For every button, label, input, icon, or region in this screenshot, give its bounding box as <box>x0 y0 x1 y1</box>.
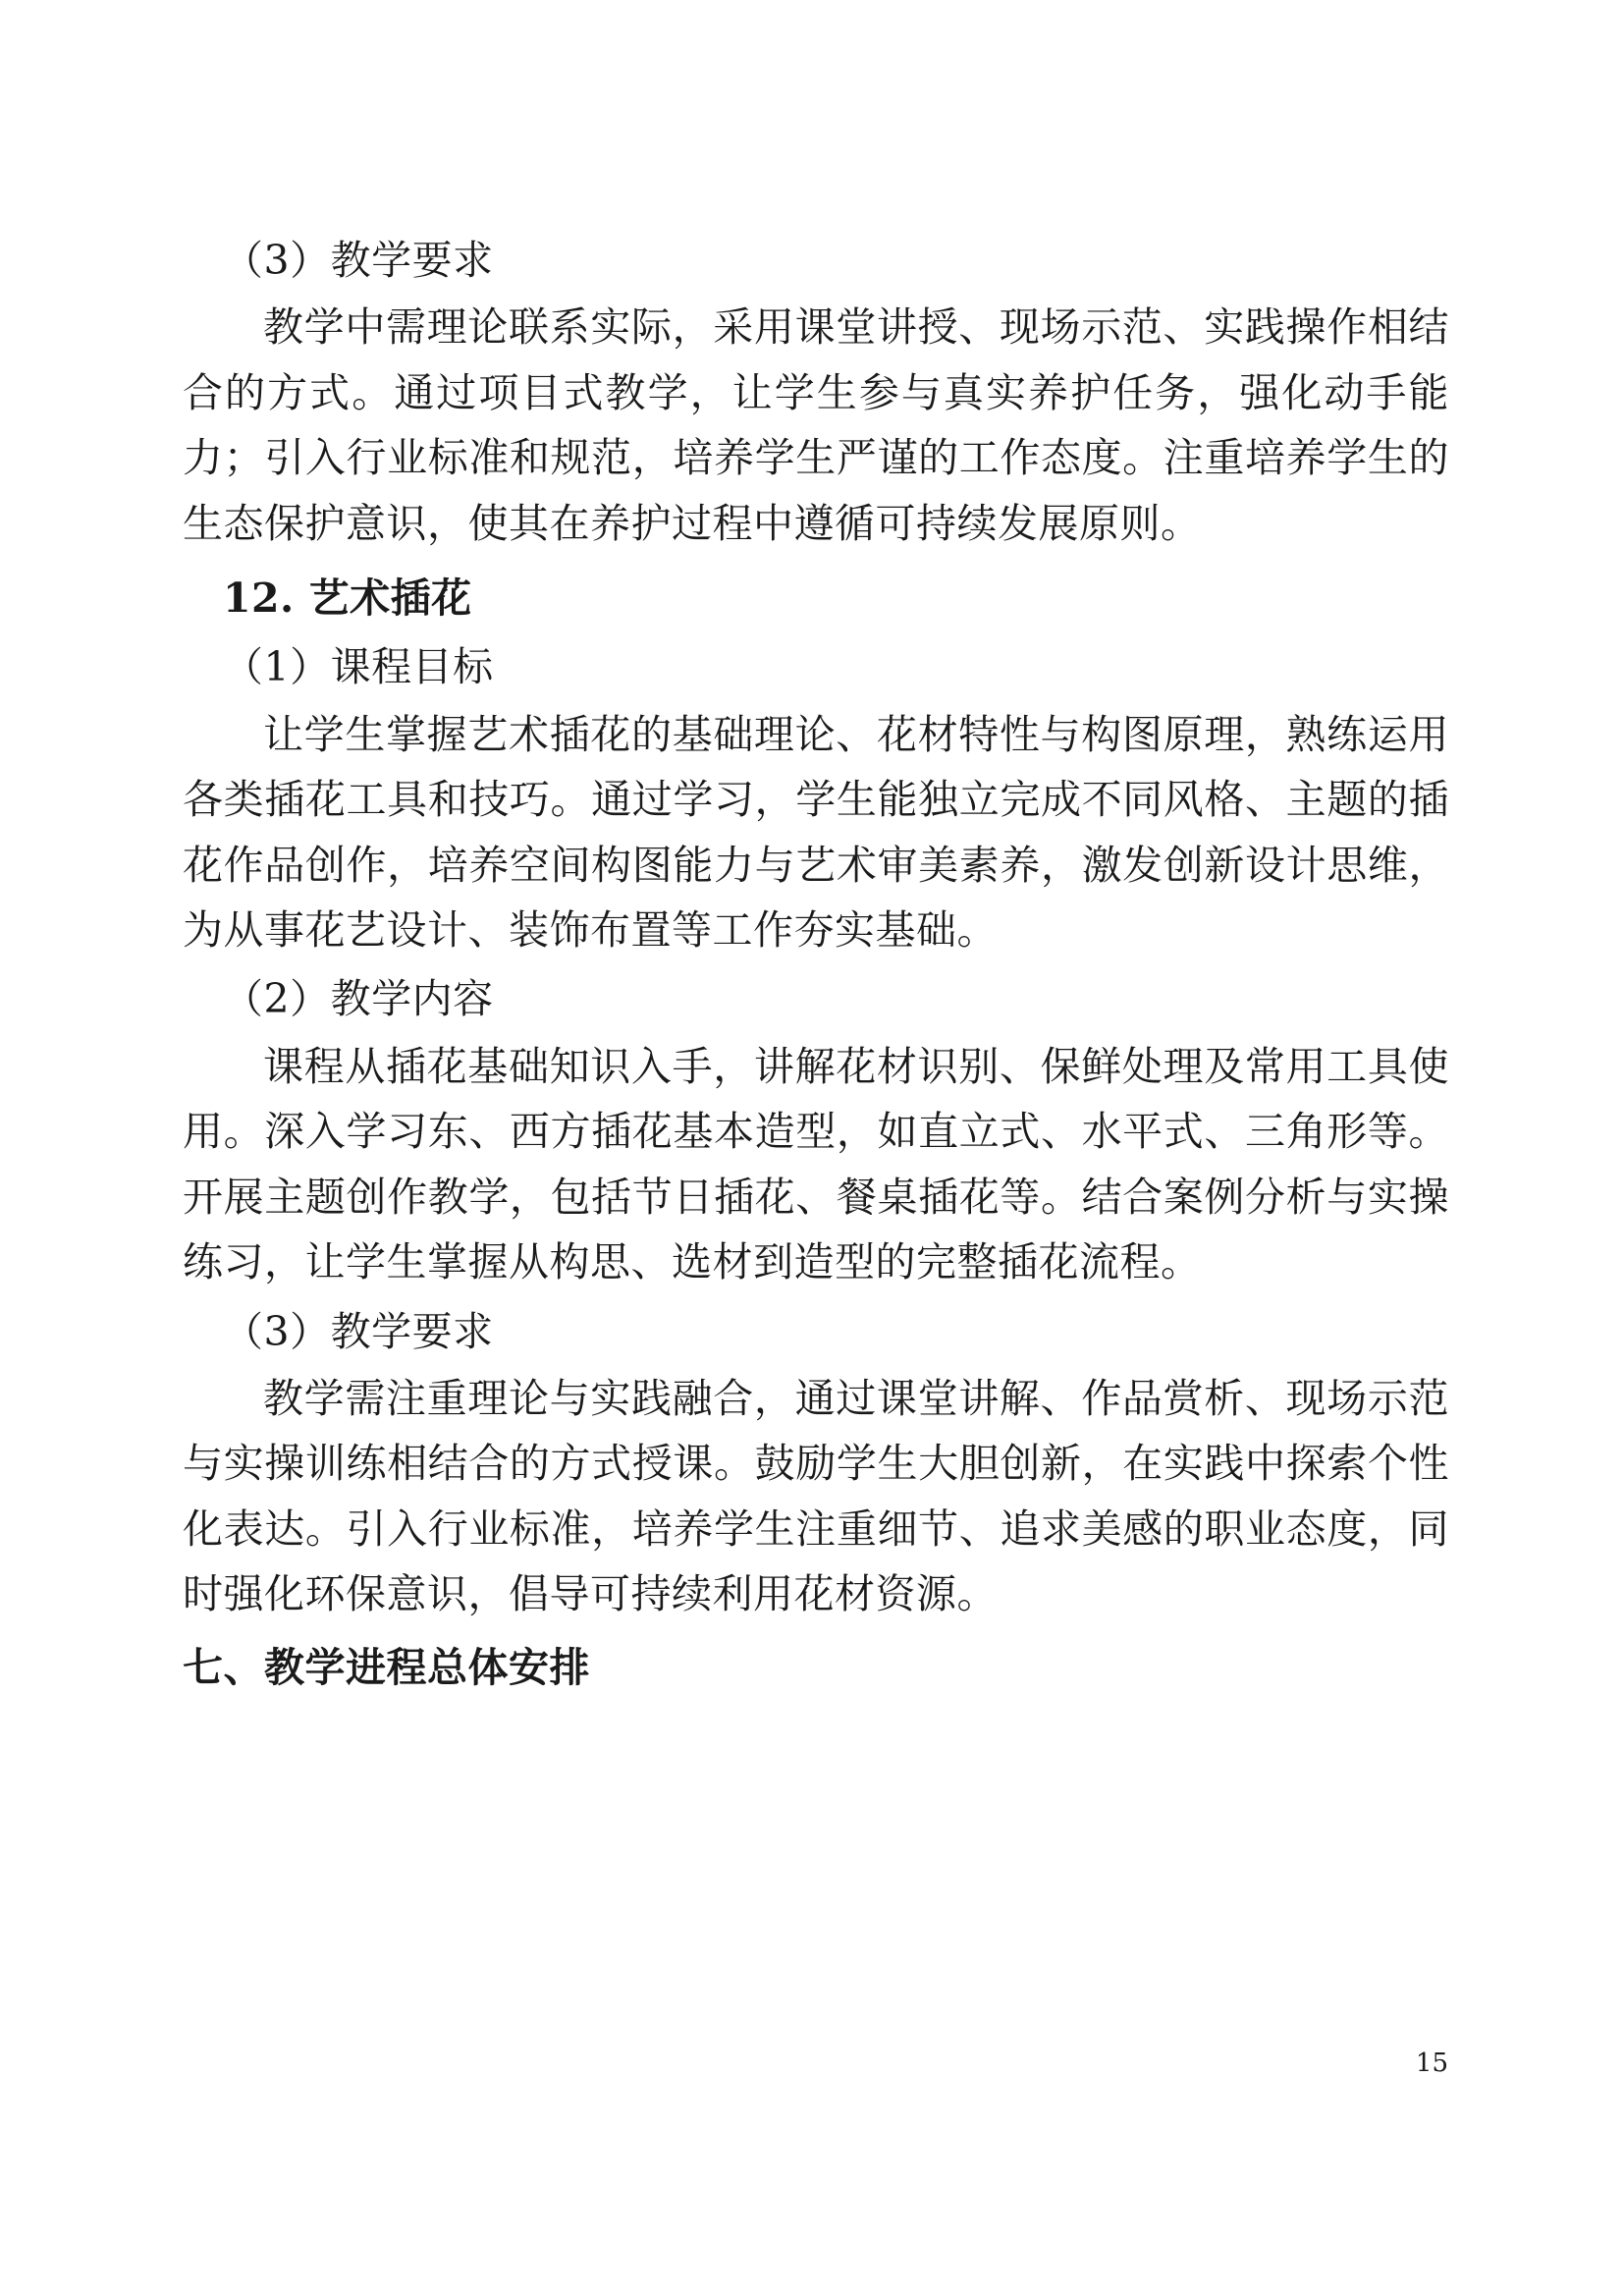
paragraph-teaching-requirements-2: 教学需注重理论与实践融合，通过课堂讲解、作品赏析、现场示范与实操训练相结合的方式授课。鼓励学生大胆创新，在实践中探索个性化表达。引入行业标准，培养学生注重细节、追求美感的职业态度，同时强化环保意识，倡导可持续利用花材资源。 <box>183 1374 1449 1618</box>
heading-course-12: 12. 艺术插花 <box>223 574 472 623</box>
section-heading-overall-teaching-schedule: 七、教学进程总体安排 <box>183 1643 590 1691</box>
subheading-teaching-requirements-1: （3）教学要求 <box>223 237 494 284</box>
paragraph-teaching-content: 课程从插花基础知识入手，讲解花材识别、保鲜处理及常用工具使用。深入学习东、西方插花基本造型，如直立式、水平式、三角形等。开展主题创作教学，包括节日插花、餐桌插花等。结合案例分析与实操练习，让学生掌握从构思、选材到造型的完整插花流程。 <box>183 1042 1449 1286</box>
subheading-teaching-requirements-2: （3）教学要求 <box>223 1307 494 1355</box>
page-body <box>183 224 1449 1700</box>
subheading-teaching-content: （2）教学内容 <box>223 975 494 1023</box>
page-number: 15 <box>1415 2049 1448 2078</box>
paragraph-teaching-requirements-1: 教学中需理论联系实际，采用课堂讲授、现场示范、实践操作相结合的方式。通过项目式教学，让学生参与真实养护任务，强化动手能力；引入行业标准和规范，培养学生严谨的工作态度。注重培养学生的生态保护意识，使其在养护过程中遵循可持续发展原则。 <box>183 303 1449 547</box>
paragraph-course-objectives: 让学生掌握艺术插花的基础理论、花材特性与构图原理，熟练运用各类插花工具和技巧。通过学习，学生能独立完成不同风格、主题的插花作品创作，培养空间构图能力与艺术审美素养，激发创新设计思维，为从事花艺设计、装饰布置等工作夯实基础。 <box>183 710 1449 955</box>
subheading-course-objectives: （1）课程目标 <box>223 643 494 691</box>
